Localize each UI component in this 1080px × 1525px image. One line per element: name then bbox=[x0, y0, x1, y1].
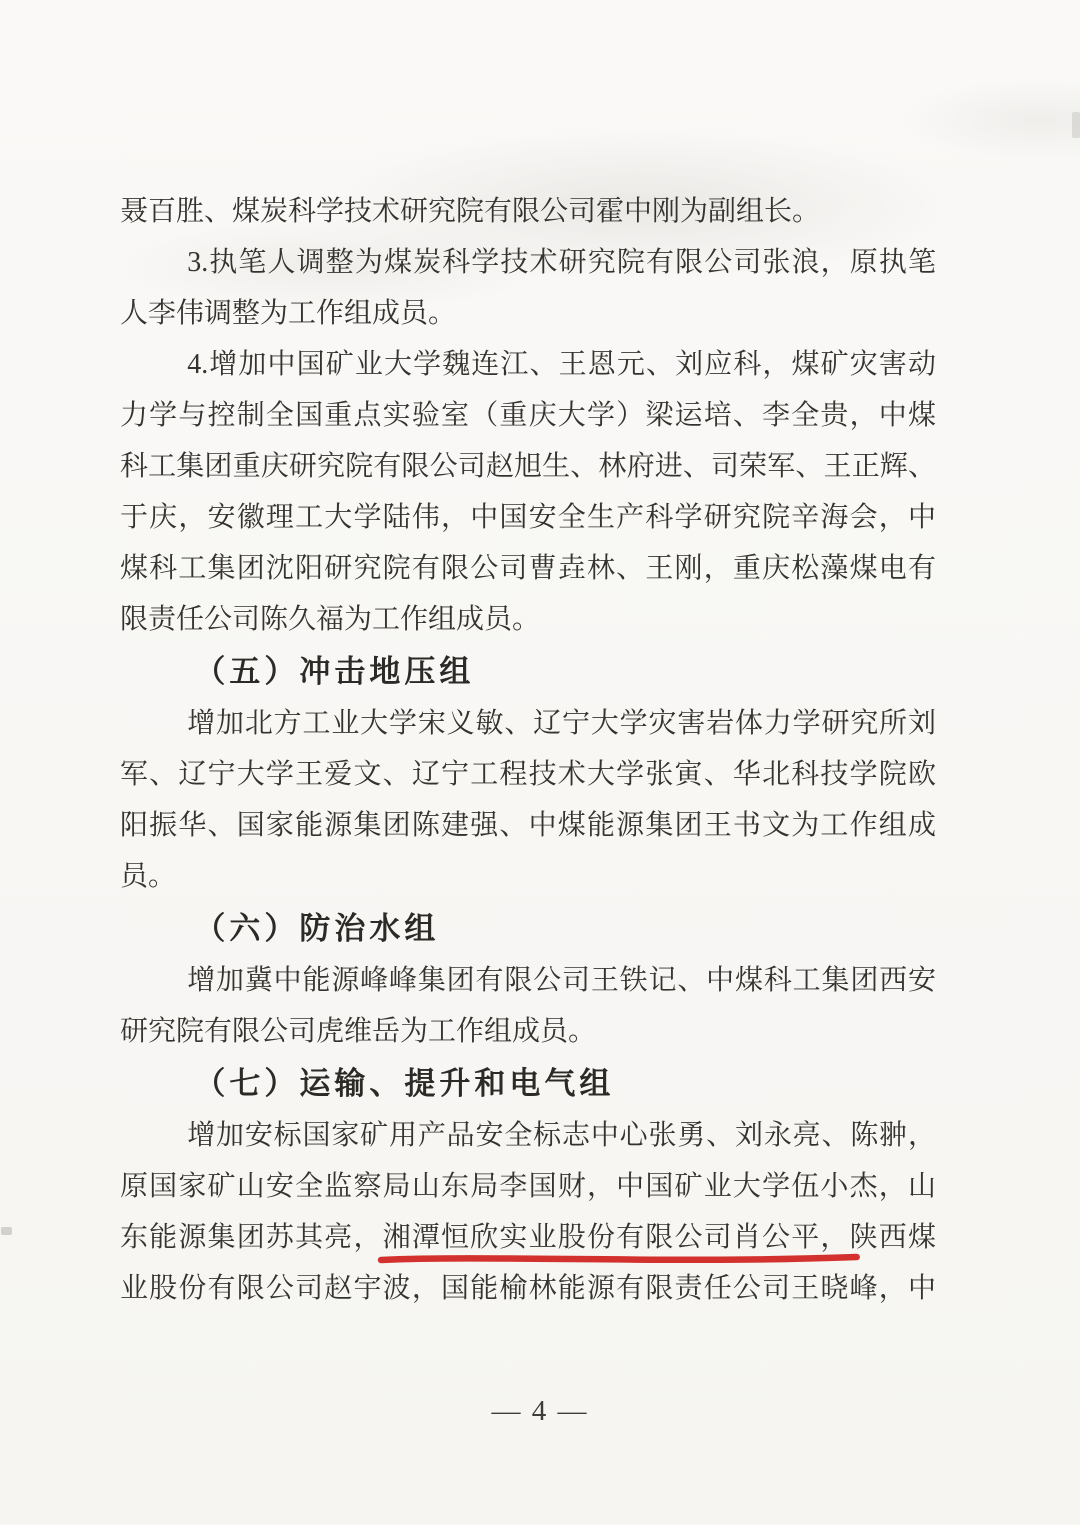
text-line: 聂百胜、煤炭科学技术研究院有限公司霍中刚为副组长。 bbox=[120, 196, 821, 227]
text-line: 增加安标国家矿用产品安全标志中心张勇、刘永亮、陈翀， bbox=[187, 1120, 936, 1151]
text-line: 增加北方工业大学宋义敏、辽宁大学灾害岩体力学研究所刘 bbox=[187, 708, 936, 739]
line-text-segment: ，陕西煤 bbox=[820, 1222, 936, 1253]
text-line: 业股份有限公司赵宇波，国能榆林能源有限责任公司王晓峰，中 bbox=[120, 1273, 936, 1304]
text-line: 3.执笔人调整为煤炭科学技术研究院有限公司张浪，原执笔 bbox=[187, 247, 936, 278]
text-block bbox=[120, 186, 936, 1314]
text-line: 限责任公司陈久福为工作组成员。 bbox=[120, 604, 541, 635]
text-line: 增加冀中能源峰峰集团有限公司王铁记、中煤科工集团西安 bbox=[187, 965, 936, 996]
text-line: 煤科工集团沈阳研究院有限公司曹垚林、王刚，重庆松藻煤电有 bbox=[120, 553, 936, 584]
text-line: 力学与控制全国重点实验室（重庆大学）梁运培、李全贵，中煤 bbox=[120, 400, 936, 431]
underlined-company-name: 湘潭恒欣实业股份有限公司肖公平 bbox=[383, 1222, 821, 1253]
scan-artifact-speck bbox=[1072, 112, 1080, 138]
text-line: 原国家矿山安全监察局山东局李国财，中国矿业大学伍小杰，山 bbox=[120, 1171, 936, 1202]
text-line: 4.增加中国矿业大学魏连江、王恩元、刘应科，煤矿灾害动 bbox=[187, 349, 936, 380]
section-heading: （六）防治水组 bbox=[194, 911, 440, 946]
text-line: 人李伟调整为工作组成员。 bbox=[120, 298, 457, 329]
line-text-segment: 东能源集团苏其亮， bbox=[120, 1222, 383, 1253]
scan-artifact-speck bbox=[1, 1227, 12, 1235]
section-heading: （七）运输、提升和电气组 bbox=[194, 1066, 615, 1101]
text-line: 阳振华、国家能源集团陈建强、中煤能源集团王书文为工作组成 bbox=[120, 810, 936, 841]
text-line: 员。 bbox=[120, 861, 177, 892]
text-line: 科工集团重庆研究院有限公司赵旭生、林府进、司荣军、王正辉、 bbox=[120, 451, 936, 482]
text-line: 军、辽宁大学王爱文、辽宁工程技术大学张寅、华北科技学院欧 bbox=[120, 759, 936, 790]
text-line: 于庆，安徽理工大学陆伟，中国安全生产科学研究院辛海会，中 bbox=[120, 502, 936, 533]
page-number: — 4 — bbox=[491, 1395, 589, 1427]
text-line bbox=[120, 1212, 936, 1263]
section-heading: （五）冲击地压组 bbox=[194, 654, 475, 689]
text-line: 研究院有限公司虎维岳为工作组成员。 bbox=[120, 1016, 597, 1047]
